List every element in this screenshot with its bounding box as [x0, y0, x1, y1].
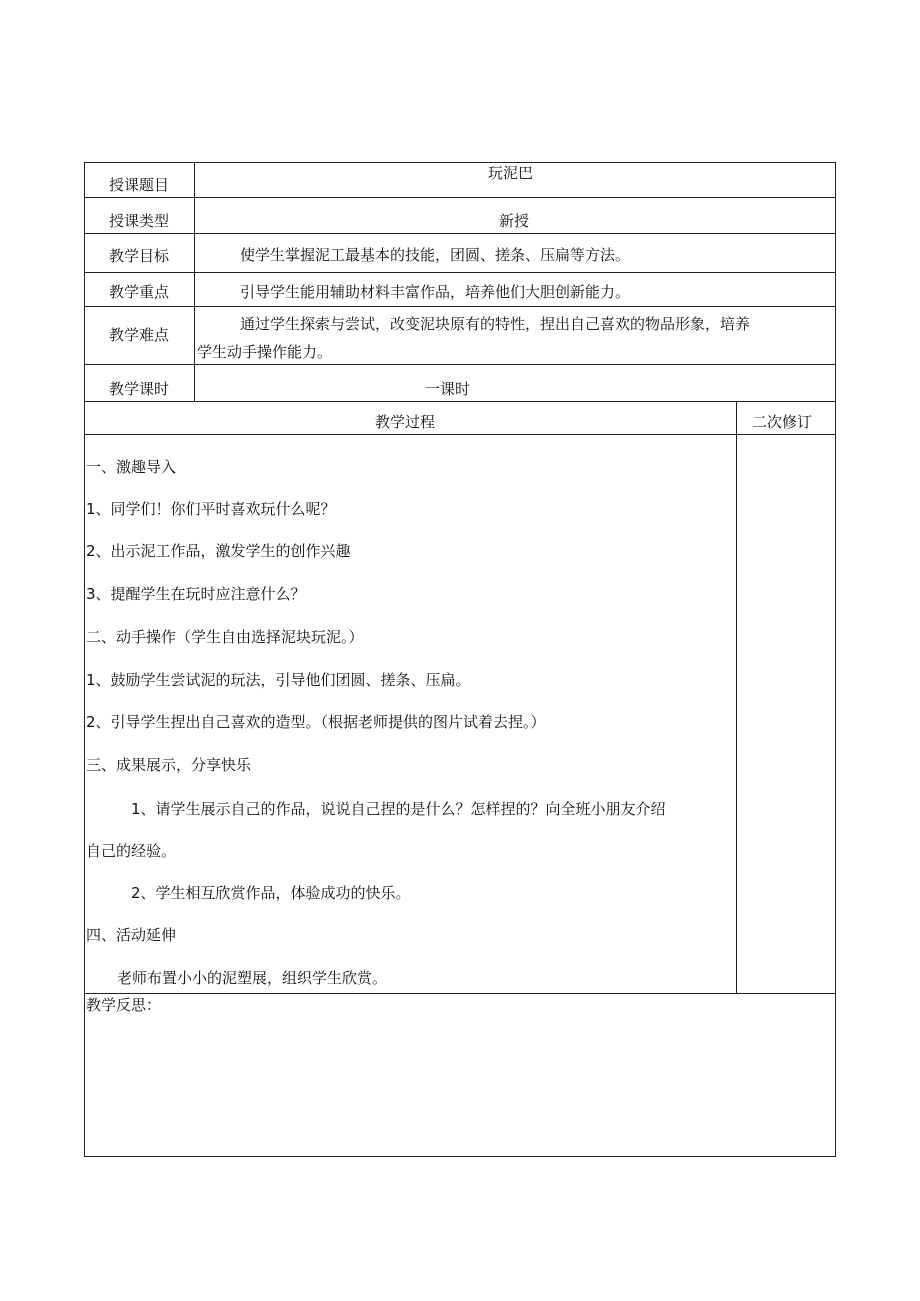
section-2-item-2: 2、引导学生捏出自己喜欢的造型。（根据老师提供的图片试着去捏。） [86, 713, 546, 731]
table-rule [84, 197, 836, 198]
key-point-label: 教学重点 [108, 283, 169, 301]
section-3-heading: 三、成果展示，分享快乐 [86, 756, 252, 774]
section-3-item-1-line1: 1、请学生展示自己的作品，说说自己捏的是什么？怎样捏的？向全班小朋友介绍 [131, 800, 666, 818]
label-column-divider [194, 162, 195, 401]
revision-column-divider [736, 401, 737, 993]
difficulty-value-line2: 学生动手操作能力。 [197, 343, 333, 361]
reflection-label: 教学反思： [86, 996, 162, 1014]
table-rule [84, 993, 836, 994]
table-rule-right [835, 162, 836, 1157]
type-label: 授课类型 [108, 212, 169, 230]
difficulty-value-line1: 通过学生探索与尝试，改变泥块原有的特性，捏出自己喜欢的物品形象，培养 [240, 315, 751, 333]
section-1-heading: 一、激趣导入 [86, 458, 177, 476]
table-rule [84, 272, 836, 273]
section-1-item-2: 2、出示泥工作品，激发学生的创作兴趣 [86, 542, 351, 560]
section-4-item-1: 老师布置小小的泥塑展，组织学生欣赏。 [117, 969, 388, 987]
table-rule [84, 434, 836, 435]
section-3-item-2: 2、学生相互欣赏作品，体验成功的快乐。 [131, 884, 411, 902]
table-rule [84, 306, 836, 307]
topic-value: 玩泥巴 [488, 164, 534, 182]
type-value: 新授 [499, 212, 530, 230]
objective-value: 使学生掌握泥工最基本的技能，团圆、搓条、压扁等方法。 [240, 246, 631, 264]
section-1-item-1: 1、同学们！你们平时喜欢玩什么呢？ [86, 500, 336, 518]
table-rule [84, 401, 836, 402]
section-2-heading: 二、动手操作（学生自由选择泥块玩泥。） [86, 628, 364, 646]
objective-label: 教学目标 [108, 247, 169, 265]
table-rule-bottom [84, 1156, 836, 1157]
table-rule [84, 233, 836, 234]
topic-label: 授课题目 [108, 176, 169, 194]
section-4-heading: 四、活动延伸 [86, 926, 177, 944]
revision-header: 二次修订 [752, 413, 813, 431]
table-rule-top [84, 162, 836, 163]
hours-value: 一课时 [425, 380, 471, 398]
process-header: 教学过程 [375, 413, 436, 431]
hours-label: 教学课时 [108, 380, 169, 398]
section-3-item-1-line2: 自己的经验。 [86, 842, 177, 860]
table-rule [84, 364, 836, 365]
section-1-item-3: 3、提醒学生在玩时应注意什么？ [86, 585, 306, 603]
table-rule-left [84, 162, 85, 1157]
key-point-value: 引导学生能用辅助材料丰富作品，培养他们大胆创新能力。 [240, 283, 631, 301]
difficulty-label: 教学难点 [108, 326, 169, 344]
section-2-item-1: 1、鼓励学生尝试泥的玩法，引导他们团圆、搓条、压扁。 [86, 671, 471, 689]
